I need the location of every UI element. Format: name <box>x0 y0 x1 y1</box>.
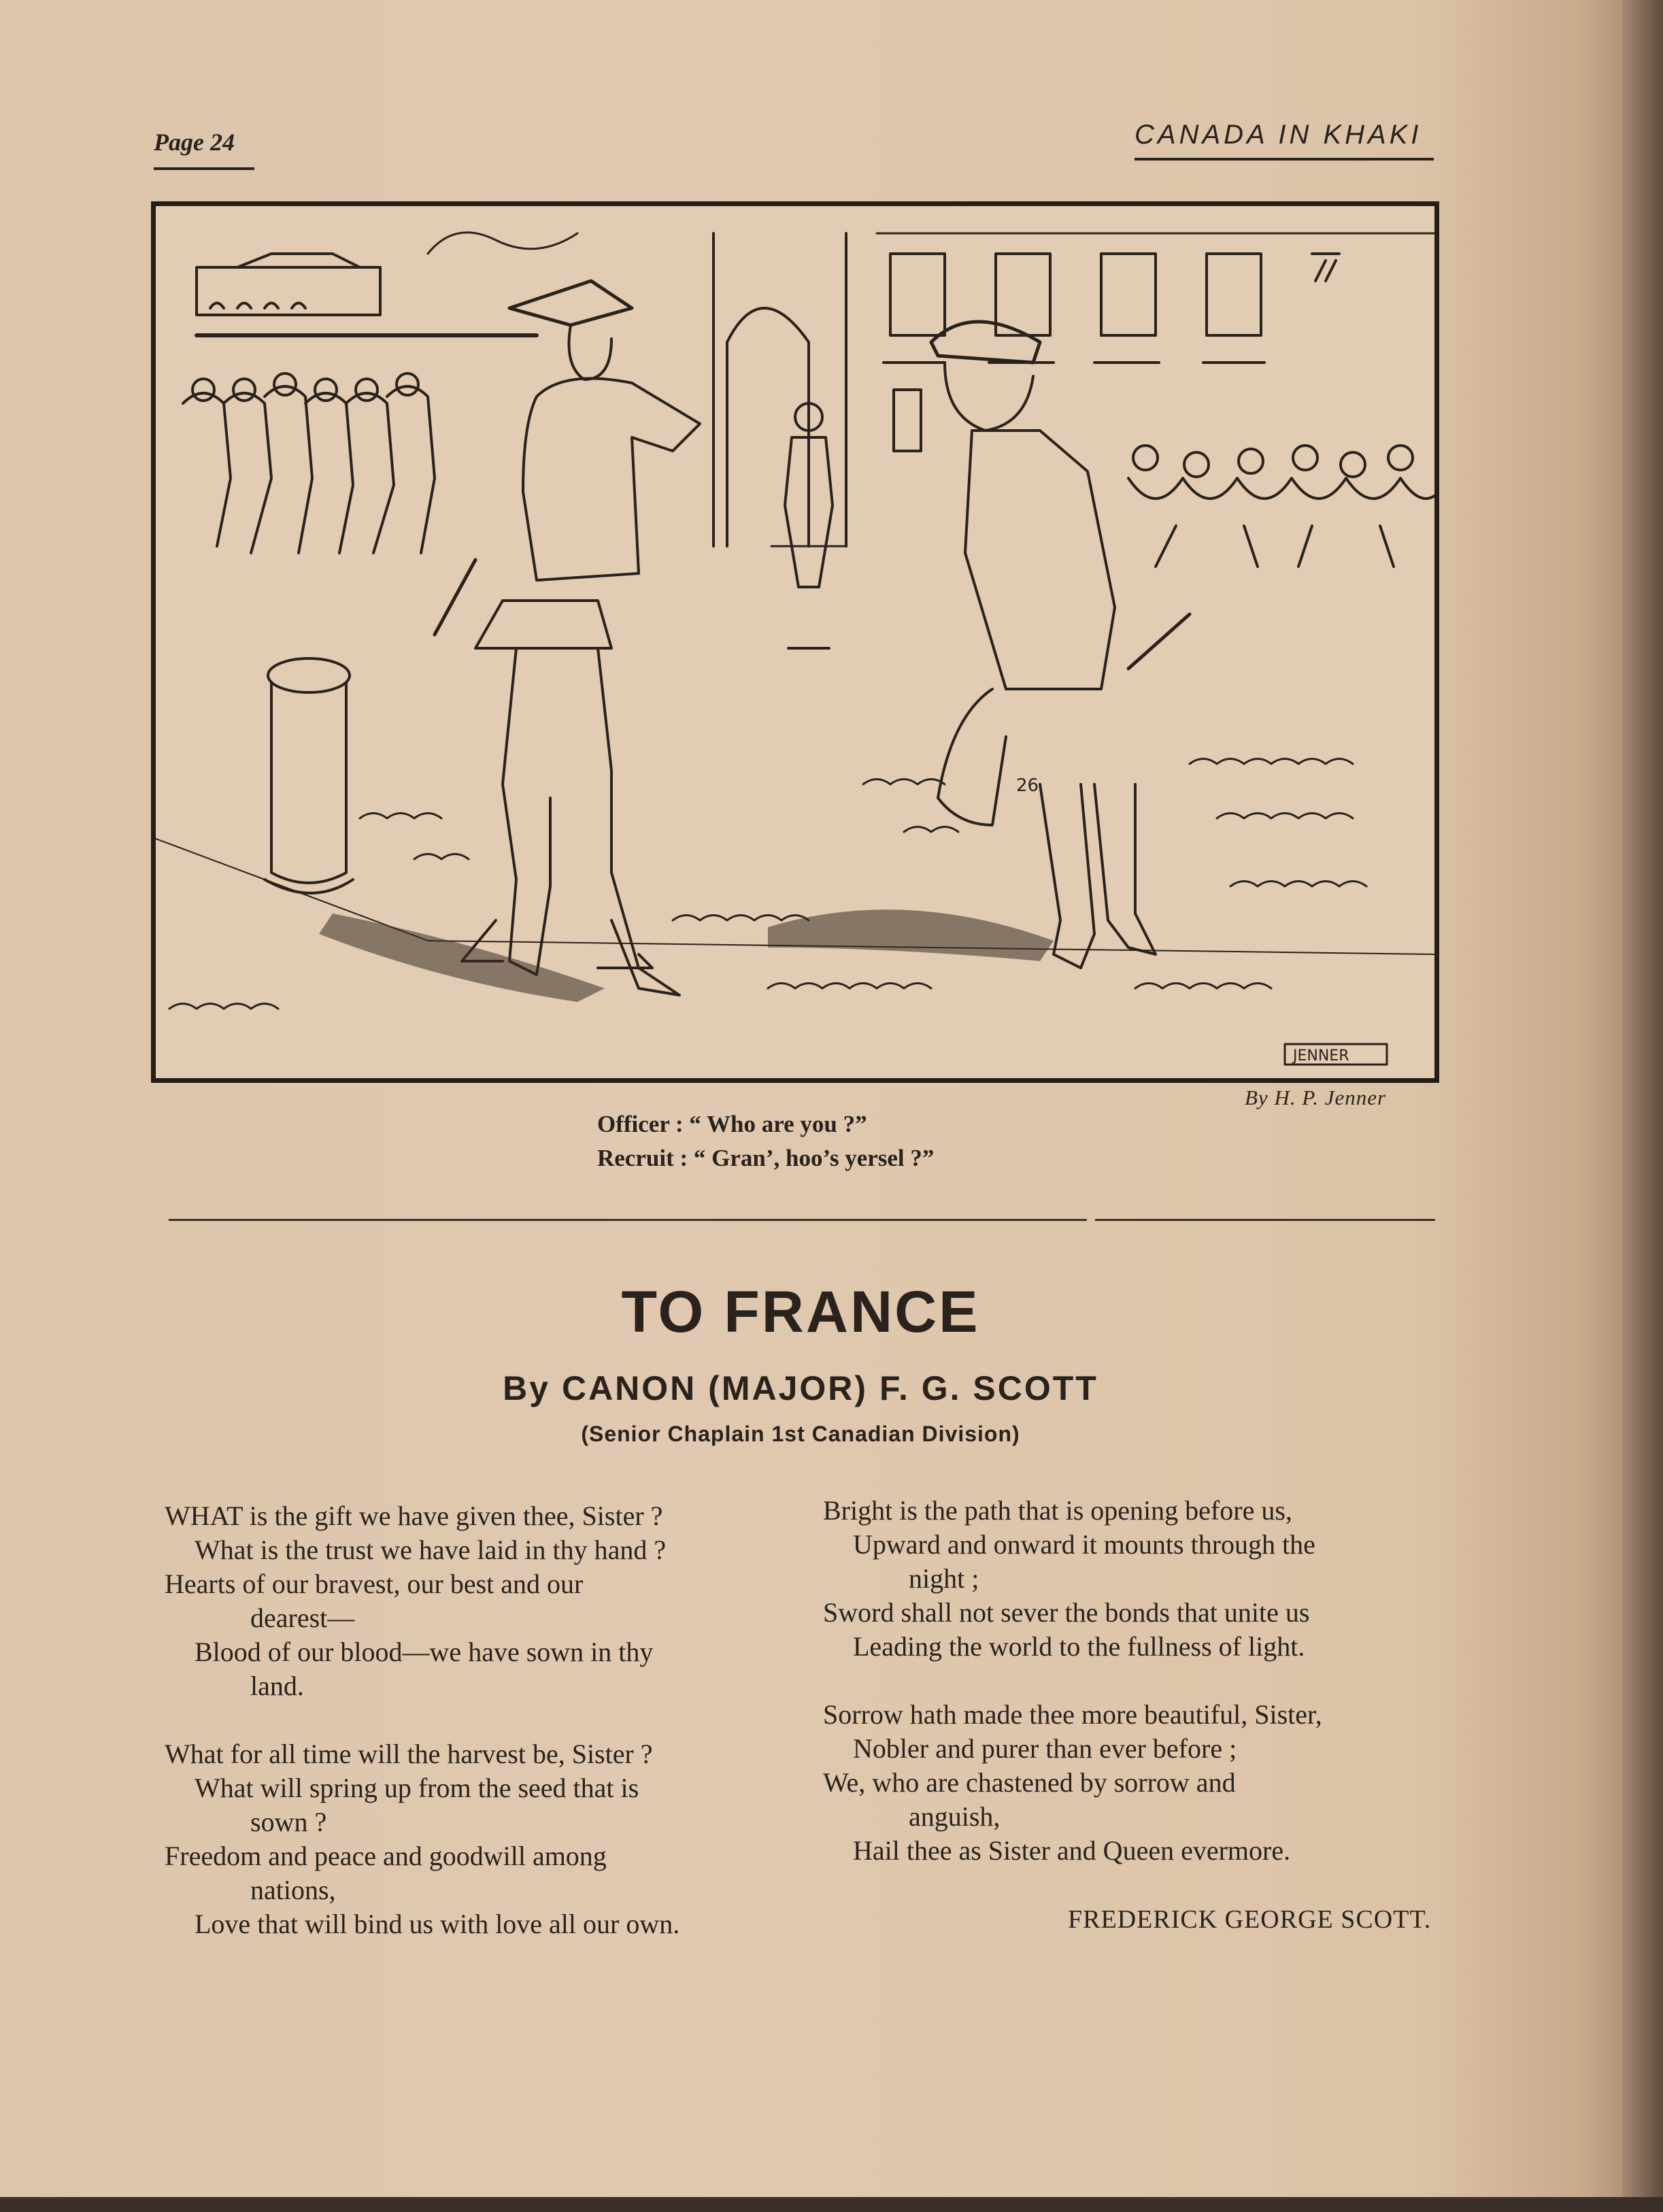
poem-line: dearest— <box>250 1603 355 1633</box>
seated-soldiers <box>1128 446 1434 567</box>
poem-right-column <box>823 1494 1442 1868</box>
article-title: TO FRANCE <box>621 1279 980 1345</box>
cartoon-illustration <box>151 201 1439 1083</box>
illustration-credit: By H. P. Jenner <box>1245 1086 1387 1109</box>
poem-line: Leading the world to the fullness of light. <box>853 1631 1305 1662</box>
article-byline: By CANON (MAJOR) F. G. SCOTT <box>503 1369 1098 1407</box>
running-head <box>1135 120 1422 150</box>
poem-line: Upward and onward it mounts through the <box>853 1529 1315 1560</box>
poem-line: What will spring up from the seed that is <box>195 1773 639 1803</box>
barracks-buildings <box>197 233 1434 546</box>
section-divider-left <box>169 1219 1087 1221</box>
poem-line: Love that will bind us with love all our own. <box>195 1909 680 1939</box>
poem-line: Blood of our blood—we have sown in thy <box>195 1637 654 1667</box>
running-head-underline <box>1135 158 1434 161</box>
poem-line: sown ? <box>250 1807 327 1837</box>
shadows <box>319 909 1054 1002</box>
stanza-break <box>165 1703 779 1737</box>
recruit-figure <box>931 322 1190 968</box>
poem-line: Bright is the path that is opening before us, <box>823 1495 1292 1526</box>
poem-line: land. <box>250 1671 304 1701</box>
poem-left-column <box>165 1499 779 1941</box>
poem-line: What for all time will the harvest be, Sister ? <box>165 1739 653 1769</box>
poem-line: Hearts of our bravest, our best and our <box>165 1569 584 1599</box>
poem-signature: FREDERICK GEORGE SCOTT. <box>1068 1905 1432 1934</box>
poem-line: anguish, <box>909 1801 1001 1832</box>
poem-line: WHAT is the gift we have given thee, Sister ? <box>165 1501 663 1531</box>
page-number-underline <box>154 167 254 170</box>
poem-line: Sorrow hath made thee more beautiful, Sister, <box>823 1699 1322 1730</box>
poem-line: Freedom and peace and goodwill among <box>165 1841 607 1871</box>
page-number-text: Page 24 <box>154 129 235 156</box>
caption-line-officer: Officer : “ Who are you ?” <box>597 1111 867 1137</box>
poem-line: Sword shall not sever the bonds that unite us <box>823 1597 1310 1628</box>
stanza-break <box>823 1664 1442 1698</box>
poem-line: nations, <box>250 1875 336 1905</box>
poem-line: Nobler and purer than ever before ; <box>853 1733 1237 1764</box>
page-bottom-edge <box>0 2197 1663 2212</box>
binding-gutter <box>1622 0 1663 2212</box>
section-divider-right <box>1095 1219 1435 1221</box>
signature-text: JENNER <box>1293 1048 1349 1065</box>
svg-text:26: 26 <box>1016 775 1039 796</box>
poem-line: What is the trust we have laid in thy hand ? <box>195 1535 667 1565</box>
bollard <box>265 658 353 893</box>
marching-soldiers <box>183 373 435 553</box>
running-head-text: CANADA IN KHAKI <box>1135 120 1422 150</box>
illustration-caption <box>597 1107 934 1175</box>
page-number <box>154 128 235 156</box>
poem-line: night ; <box>909 1563 979 1594</box>
caption-line-recruit: Recruit : “ Gran’, hoo’s yersel ?” <box>597 1145 935 1171</box>
poem-line: Hail thee as Sister and Queen evermore. <box>853 1835 1291 1866</box>
cartoon-drawing <box>156 206 1434 1078</box>
poem-line: We, who are chastened by sorrow and <box>823 1767 1236 1798</box>
artist-signature <box>1285 1044 1387 1065</box>
officer-figure <box>435 281 700 995</box>
article-subline: (Senior Chaplain 1st Canadian Division) <box>581 1422 1020 1446</box>
